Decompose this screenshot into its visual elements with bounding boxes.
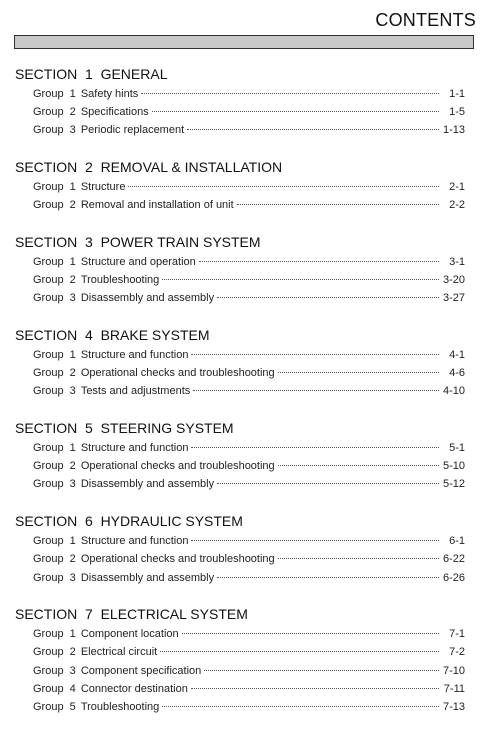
group-number: Group 3 [33, 478, 76, 491]
entry-title[interactable]: Operational checks and troubleshooting [80, 460, 275, 473]
dot-leader [278, 372, 439, 373]
dot-leader [217, 483, 439, 484]
section-block [15, 606, 465, 716]
dot-leader [191, 354, 439, 355]
page-number[interactable]: 6-26 [442, 571, 465, 584]
dot-leader [152, 111, 439, 112]
toc-entry[interactable] [15, 643, 465, 661]
entry-title[interactable]: Periodic replacement [80, 124, 185, 137]
group-number: Group 1 [33, 628, 76, 641]
entry-title[interactable]: Disassembly and assembly [80, 478, 215, 491]
entry-title[interactable]: Troubleshooting [80, 700, 160, 713]
toc-entry[interactable] [15, 698, 465, 716]
dot-leader [217, 577, 439, 578]
entry-title[interactable]: Structure [80, 181, 126, 194]
section-heading[interactable]: SECTION 6 HYDRAULIC SYSTEM [15, 513, 243, 530]
entry-title[interactable]: Component specification [80, 664, 202, 677]
dot-leader [193, 390, 439, 391]
toc-entry[interactable] [15, 569, 465, 587]
page-number[interactable]: 4-6 [449, 367, 465, 380]
page-title: CONTENTS [375, 10, 476, 30]
entry-title[interactable]: Structure and function [80, 349, 189, 361]
section-block [15, 420, 465, 494]
toc-entry[interactable] [15, 457, 465, 475]
group-number: Group 3 [33, 292, 76, 305]
dot-leader [217, 297, 439, 298]
group-number: Group 1 [33, 349, 76, 361]
entry-title[interactable]: Disassembly and assembly [80, 571, 215, 584]
page-number[interactable]: 3-20 [442, 274, 465, 287]
dot-leader [278, 558, 439, 559]
entry-title[interactable]: Electrical circuit [80, 646, 158, 659]
section-heading[interactable]: SECTION 4 BRAKE SYSTEM [15, 327, 210, 343]
page-number[interactable]: 2-1 [449, 181, 465, 194]
section-block [15, 513, 465, 587]
toc-entry[interactable] [15, 289, 465, 307]
toc-entry[interactable] [15, 121, 465, 139]
entry-title[interactable]: Safety hints [80, 88, 139, 100]
section-heading[interactable]: SECTION 2 REMOVAL & INSTALLATION [15, 159, 283, 176]
page-number[interactable]: 3-1 [449, 255, 465, 268]
group-number: Group 1 [33, 88, 76, 100]
page-number[interactable]: 7-2 [449, 646, 465, 659]
group-number: Group 1 [33, 255, 76, 268]
title-bar [14, 35, 474, 49]
toc-entry[interactable] [15, 253, 465, 271]
group-number: Group 2 [33, 367, 76, 380]
group-number: Group 2 [33, 553, 76, 566]
entry-title[interactable]: Operational checks and troubleshooting [80, 367, 275, 380]
section-heading[interactable]: SECTION 5 STEERING SYSTEM [15, 420, 234, 437]
section-block [15, 66, 465, 140]
entry-title[interactable]: Removal and installation of unit [80, 199, 234, 212]
dot-leader [160, 651, 439, 652]
dot-leader [162, 706, 439, 707]
group-number: Group 2 [33, 199, 76, 212]
section-block [15, 234, 465, 308]
dot-leader [191, 447, 439, 448]
group-number: Group 5 [33, 700, 76, 713]
dot-leader [237, 204, 439, 205]
group-number: Group 3 [33, 124, 76, 137]
page-number[interactable]: 3-27 [442, 292, 465, 305]
page-number[interactable]: 7-11 [443, 682, 465, 695]
page-number[interactable]: 2-2 [449, 199, 465, 212]
toc-entry[interactable] [15, 103, 465, 121]
group-number: Group 3 [33, 571, 76, 584]
dot-leader [199, 261, 439, 262]
dot-leader [204, 670, 439, 671]
entry-title[interactable]: Structure and function [80, 535, 189, 548]
toc-entry[interactable] [15, 550, 465, 568]
entry-title[interactable]: Troubleshooting [80, 274, 160, 287]
page-number[interactable]: 5-12 [442, 478, 465, 491]
group-number: Group 3 [33, 385, 76, 398]
section-heading[interactable]: SECTION 1 GENERAL [15, 66, 168, 82]
toc-entry[interactable] [15, 532, 465, 550]
toc-entry[interactable] [15, 364, 465, 382]
page-number[interactable]: 1-13 [442, 124, 465, 137]
entry-title[interactable]: Structure and operation [80, 255, 196, 268]
group-number: Group 1 [33, 535, 76, 548]
page-number[interactable]: 7-1 [449, 628, 465, 641]
section-heading[interactable]: SECTION 7 ELECTRICAL SYSTEM [15, 606, 248, 623]
section-heading[interactable]: SECTION 3 POWER TRAIN SYSTEM [15, 233, 261, 250]
page-number[interactable]: 4-1 [449, 349, 465, 361]
table-of-contents [15, 66, 465, 736]
page-number[interactable]: 7-13 [442, 700, 465, 713]
toc-entry[interactable] [15, 475, 465, 493]
group-number: Group 2 [33, 646, 76, 659]
page-number[interactable]: 7-10 [442, 664, 465, 677]
dot-leader [191, 540, 439, 541]
toc-entry[interactable] [15, 439, 465, 457]
toc-entry[interactable] [15, 178, 465, 196]
toc-entry[interactable] [15, 196, 465, 214]
page-number[interactable]: 6-1 [449, 535, 465, 548]
dot-leader [187, 129, 439, 130]
toc-entry[interactable] [15, 662, 465, 680]
entry-title[interactable]: Disassembly and assembly [80, 292, 215, 305]
toc-entry[interactable] [15, 271, 465, 289]
entry-title[interactable]: Structure and function [80, 442, 189, 455]
group-number: Group 2 [33, 460, 76, 473]
toc-entry[interactable] [15, 346, 465, 364]
entry-title[interactable]: Operational checks and troubleshooting [80, 553, 275, 566]
toc-entry[interactable] [15, 382, 465, 400]
group-number: Group 4 [33, 682, 76, 695]
entry-title[interactable]: Tests and adjustments [80, 385, 191, 398]
section-block [15, 159, 465, 214]
dot-leader [162, 279, 439, 280]
toc-entry[interactable] [15, 625, 465, 643]
group-number: Group 2 [33, 274, 76, 287]
group-number: Group 1 [33, 181, 76, 194]
group-number: Group 1 [33, 442, 76, 455]
page-number[interactable]: 1-5 [449, 106, 465, 119]
entry-title[interactable]: Component location [80, 628, 179, 641]
dot-leader [191, 688, 439, 689]
entry-title[interactable]: Connector destination [80, 682, 188, 695]
entry-title[interactable]: Specifications [80, 106, 149, 119]
page-number[interactable]: 5-1 [449, 442, 465, 455]
dot-leader [141, 93, 439, 94]
page-number[interactable]: 4-10 [442, 385, 465, 398]
dot-leader [278, 465, 439, 466]
page-number[interactable]: 1-1 [449, 88, 465, 100]
section-block [15, 327, 465, 401]
page-number[interactable]: 5-10 [442, 460, 465, 473]
group-number: Group 2 [33, 106, 76, 119]
page-number[interactable]: 6-22 [442, 553, 465, 566]
group-number: Group 3 [33, 664, 76, 677]
dot-leader [128, 186, 439, 187]
dot-leader [182, 633, 439, 634]
toc-entry[interactable] [15, 85, 465, 103]
toc-entry[interactable] [15, 680, 465, 698]
